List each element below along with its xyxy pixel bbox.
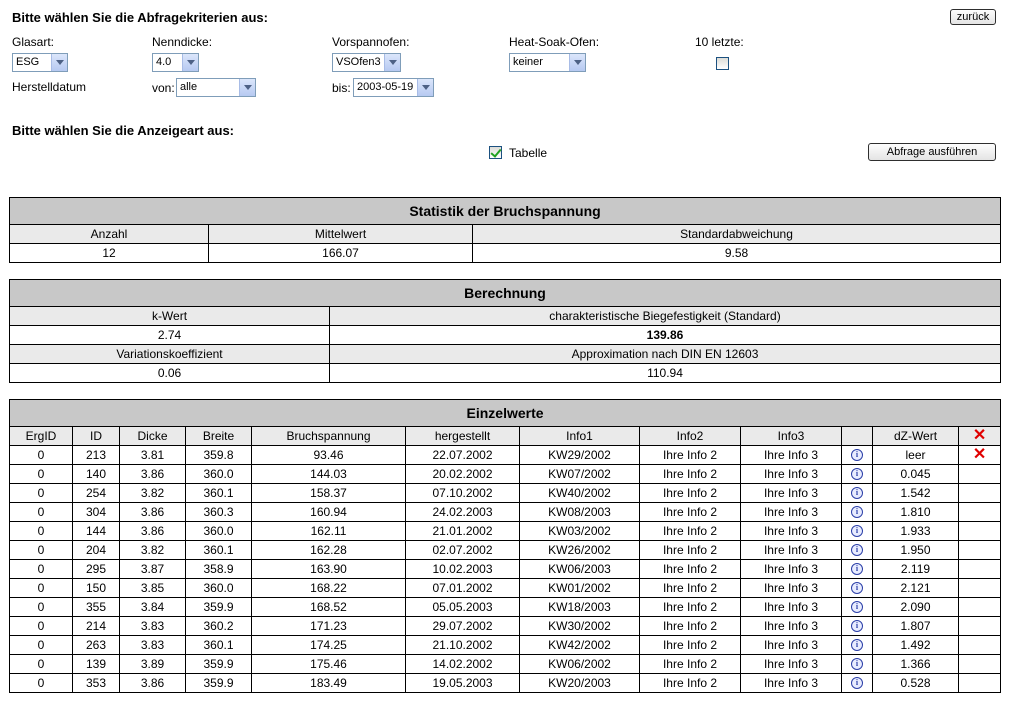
col-bruchspannung-header: Bruchspannung: [252, 427, 406, 446]
cell-dz-wert: 1.950: [873, 541, 959, 560]
cell-info2: Ihre Info 2: [640, 522, 741, 541]
cell-ergid: 0: [10, 636, 73, 655]
cell-delete: [959, 655, 1001, 674]
table-row: [10, 446, 1001, 465]
cell-id: 144: [73, 522, 120, 541]
cell-id: 214: [73, 617, 120, 636]
run-query-button[interactable]: Abfrage ausführen: [868, 143, 996, 161]
cell-info3: Ihre Info 3: [741, 636, 842, 655]
cell-breite: 360.0: [186, 579, 252, 598]
cell-bruchspannung: 168.52: [252, 598, 406, 617]
info-icon[interactable]: i: [851, 620, 863, 632]
cell-info1: KW18/2003: [520, 598, 640, 617]
herstelldatum-label: Herstelldatum: [12, 80, 87, 94]
glasart-value: ESG: [16, 56, 40, 68]
cell-hergestellt: 22.07.2002: [406, 446, 520, 465]
cell-info2: Ihre Info 2: [640, 598, 741, 617]
cell-ergid: 0: [10, 579, 73, 598]
info-icon[interactable]: i: [851, 449, 863, 461]
chevron-down-icon: [239, 79, 255, 96]
cell-info1: KW30/2002: [520, 617, 640, 636]
table-row: [10, 579, 1001, 598]
bis-label: bis:: [332, 81, 351, 95]
cell-delete: [959, 674, 1001, 693]
table-row: [10, 636, 1001, 655]
table-row: [10, 560, 1001, 579]
letzte-checkbox[interactable]: [716, 57, 729, 70]
cell-info2: Ihre Info 2: [640, 655, 741, 674]
anzahl-value: 12: [10, 244, 209, 263]
cell-id: 263: [73, 636, 120, 655]
cell-hergestellt: 02.07.2002: [406, 541, 520, 560]
table-row: [10, 541, 1001, 560]
table-row: [10, 503, 1001, 522]
cell-dicke: 3.83: [120, 617, 186, 636]
cell-info-icon: [842, 541, 873, 560]
cell-bruchspannung: 160.94: [252, 503, 406, 522]
k-wert-value: 2.74: [10, 326, 330, 345]
cell-breite: 358.9: [186, 560, 252, 579]
cell-delete: [959, 598, 1001, 617]
cell-dicke: 3.87: [120, 560, 186, 579]
table-row: [10, 465, 1001, 484]
cell-dz-wert: 0.045: [873, 465, 959, 484]
cell-dz-wert: 1.492: [873, 636, 959, 655]
cell-breite: 359.9: [186, 674, 252, 693]
cell-id: 213: [73, 446, 120, 465]
cell-info3: Ihre Info 3: [741, 465, 842, 484]
table-row: [10, 655, 1001, 674]
cell-info1: KW20/2003: [520, 674, 640, 693]
delete-icon[interactable]: ✕: [972, 445, 987, 463]
cell-id: 295: [73, 560, 120, 579]
info-icon[interactable]: i: [851, 544, 863, 556]
cell-bruchspannung: 158.37: [252, 484, 406, 503]
cell-info1: KW42/2002: [520, 636, 640, 655]
nenndicke-label: Nenndicke:: [152, 35, 213, 49]
variationskoeffizient-header: Variationskoeffizient: [10, 345, 330, 364]
cell-breite: 360.3: [186, 503, 252, 522]
cell-bruchspannung: 163.90: [252, 560, 406, 579]
cell-delete: [959, 446, 1001, 465]
cell-ergid: 0: [10, 503, 73, 522]
cell-bruchspannung: 174.25: [252, 636, 406, 655]
cell-info3: Ihre Info 3: [741, 484, 842, 503]
cell-dicke: 3.86: [120, 522, 186, 541]
cell-ergid: 0: [10, 446, 73, 465]
standardabweichung-header: Standardabweichung: [473, 225, 1001, 244]
cell-delete: [959, 484, 1001, 503]
von-label: von:: [152, 81, 175, 95]
info-icon[interactable]: i: [851, 506, 863, 518]
cell-info-icon: [842, 598, 873, 617]
cell-info3: Ihre Info 3: [741, 655, 842, 674]
cell-dicke: 3.85: [120, 579, 186, 598]
bis-select[interactable]: [353, 78, 434, 97]
cell-bruchspannung: 162.28: [252, 541, 406, 560]
cell-breite: 359.8: [186, 446, 252, 465]
cell-info2: Ihre Info 2: [640, 560, 741, 579]
approximation-value: 110.94: [330, 364, 1001, 383]
col-dicke-header: Dicke: [120, 427, 186, 446]
col-info3-header: Info3: [741, 427, 842, 446]
cell-id: 140: [73, 465, 120, 484]
cell-dz-wert: 1.810: [873, 503, 959, 522]
cell-id: 139: [73, 655, 120, 674]
cell-info-icon: [842, 579, 873, 598]
cell-dicke: 3.82: [120, 484, 186, 503]
cell-id: 204: [73, 541, 120, 560]
cell-bruchspannung: 168.22: [252, 579, 406, 598]
cell-ergid: 0: [10, 617, 73, 636]
heatsoak-label: Heat-Soak-Ofen:: [509, 35, 600, 49]
cell-info3: Ihre Info 3: [741, 617, 842, 636]
cell-breite: 360.0: [186, 522, 252, 541]
cell-bruchspannung: 171.23: [252, 617, 406, 636]
heatsoak-value: keiner: [513, 56, 543, 68]
cell-info1: KW06/2003: [520, 560, 640, 579]
info-icon[interactable]: i: [851, 582, 863, 594]
cell-delete: [959, 636, 1001, 655]
col-dz-wert-header: dZ-Wert: [873, 427, 959, 446]
cell-bruchspannung: 183.49: [252, 674, 406, 693]
vorspannofen-value: VSOfen3: [336, 56, 381, 68]
cell-info-icon: [842, 522, 873, 541]
bis-value: 2003-05-19: [357, 81, 414, 93]
cell-info-icon: [842, 617, 873, 636]
cell-info-icon: [842, 560, 873, 579]
cell-ergid: 0: [10, 560, 73, 579]
cell-info-icon: [842, 465, 873, 484]
cell-delete: [959, 560, 1001, 579]
col-info2-header: Info2: [640, 427, 741, 446]
table-row: [10, 617, 1001, 636]
cell-info2: Ihre Info 2: [640, 674, 741, 693]
cell-bruchspannung: 93.46: [252, 446, 406, 465]
cell-info-icon: [842, 655, 873, 674]
cell-info2: Ihre Info 2: [640, 617, 741, 636]
k-wert-header: k-Wert: [10, 307, 330, 326]
cell-delete: [959, 522, 1001, 541]
col-id-header: ID: [73, 427, 120, 446]
col-hergestellt-header: hergestellt: [406, 427, 520, 446]
von-value: alle: [180, 81, 198, 93]
chevron-down-icon: [569, 54, 585, 71]
cell-ergid: 0: [10, 598, 73, 617]
delete-all-icon[interactable]: ✕: [972, 426, 987, 444]
cell-info3: Ihre Info 3: [741, 522, 842, 541]
cell-dicke: 3.81: [120, 446, 186, 465]
cell-info3: Ihre Info 3: [741, 560, 842, 579]
cell-info-icon: [842, 674, 873, 693]
einzelwerte-title: Einzelwerte: [10, 400, 1001, 427]
glasart-label: Glasart:: [12, 35, 55, 49]
cell-dz-wert: 2.090: [873, 598, 959, 617]
cell-breite: 360.1: [186, 636, 252, 655]
cell-dicke: 3.83: [120, 636, 186, 655]
cell-ergid: 0: [10, 674, 73, 693]
cell-ergid: 0: [10, 484, 73, 503]
delete-all-cell: [959, 427, 1001, 446]
cell-info1: KW40/2002: [520, 484, 640, 503]
cell-info1: KW01/2002: [520, 579, 640, 598]
statistik-title: Statistik der Bruchspannung: [10, 198, 1001, 225]
berechnung-table: [9, 279, 1001, 383]
cell-info3: Ihre Info 3: [741, 541, 842, 560]
cell-dz-wert: 1.542: [873, 484, 959, 503]
back-button[interactable]: zurück: [950, 9, 996, 25]
cell-breite: 359.9: [186, 655, 252, 674]
cell-info1: KW29/2002: [520, 446, 640, 465]
cell-info1: KW26/2002: [520, 541, 640, 560]
anzahl-header: Anzahl: [10, 225, 209, 244]
cell-hergestellt: 14.02.2002: [406, 655, 520, 674]
cell-delete: [959, 541, 1001, 560]
tabelle-checkbox[interactable]: [489, 146, 502, 159]
char-biegefestigkeit-header: charakteristische Biegefestigkeit (Standard): [330, 307, 1001, 326]
cell-hergestellt: 21.01.2002: [406, 522, 520, 541]
cell-id: 254: [73, 484, 120, 503]
col-info-icon-header: [842, 427, 873, 446]
cell-info3: Ihre Info 3: [741, 503, 842, 522]
col-ergid-header: ErgID: [10, 427, 73, 446]
cell-breite: 360.1: [186, 541, 252, 560]
cell-info3: Ihre Info 3: [741, 446, 842, 465]
info-icon[interactable]: i: [851, 639, 863, 651]
cell-dz-wert: 1.807: [873, 617, 959, 636]
cell-info1: KW08/2003: [520, 503, 640, 522]
cell-hergestellt: 10.02.2003: [406, 560, 520, 579]
vorspannofen-select[interactable]: [332, 53, 401, 72]
cell-ergid: 0: [10, 655, 73, 674]
cell-dicke: 3.89: [120, 655, 186, 674]
cell-dz-wert: 2.119: [873, 560, 959, 579]
chevron-down-icon: [384, 54, 400, 71]
cell-delete: [959, 503, 1001, 522]
cell-hergestellt: 20.02.2002: [406, 465, 520, 484]
cell-info2: Ihre Info 2: [640, 636, 741, 655]
table-row: [10, 674, 1001, 693]
cell-delete: [959, 465, 1001, 484]
vorspannofen-label: Vorspannofen:: [332, 35, 410, 49]
cell-delete: [959, 579, 1001, 598]
cell-ergid: 0: [10, 465, 73, 484]
info-icon[interactable]: i: [851, 487, 863, 499]
cell-dz-wert: 1.933: [873, 522, 959, 541]
cell-breite: 360.0: [186, 465, 252, 484]
tabelle-label: Tabelle: [509, 146, 548, 160]
cell-hergestellt: 05.05.2003: [406, 598, 520, 617]
standardabweichung-value: 9.58: [473, 244, 1001, 263]
cell-info2: Ihre Info 2: [640, 484, 741, 503]
cell-bruchspannung: 162.11: [252, 522, 406, 541]
cell-dz-wert: 2.121: [873, 579, 959, 598]
cell-info-icon: [842, 446, 873, 465]
cell-ergid: 0: [10, 522, 73, 541]
table-row: [10, 598, 1001, 617]
col-breite-header: Breite: [186, 427, 252, 446]
cell-info3: Ihre Info 3: [741, 579, 842, 598]
cell-id: 150: [73, 579, 120, 598]
cell-bruchspannung: 175.46: [252, 655, 406, 674]
cell-dz-wert: 0.528: [873, 674, 959, 693]
statistik-table: [9, 197, 1001, 263]
cell-info2: Ihre Info 2: [640, 579, 741, 598]
info-icon[interactable]: i: [851, 468, 863, 480]
info-icon[interactable]: i: [851, 525, 863, 537]
table-row: [10, 484, 1001, 503]
nenndicke-select[interactable]: [152, 53, 199, 72]
cell-bruchspannung: 144.03: [252, 465, 406, 484]
table-row: [10, 522, 1001, 541]
chevron-down-icon: [182, 54, 198, 71]
einzelwerte-table: [9, 399, 1001, 693]
cell-hergestellt: 21.10.2002: [406, 636, 520, 655]
cell-info2: Ihre Info 2: [640, 446, 741, 465]
cell-info3: Ihre Info 3: [741, 674, 842, 693]
cell-id: 355: [73, 598, 120, 617]
info-icon[interactable]: i: [851, 677, 863, 689]
char-biegefestigkeit-value: 139.86: [330, 326, 1001, 345]
chevron-down-icon: [417, 79, 433, 96]
cell-info1: KW07/2002: [520, 465, 640, 484]
cell-info2: Ihre Info 2: [640, 503, 741, 522]
cell-ergid: 0: [10, 541, 73, 560]
cell-info1: KW03/2002: [520, 522, 640, 541]
criteria-heading: Bitte wählen Sie die Abfragekriterien aus:: [12, 10, 268, 25]
chevron-down-icon: [51, 54, 67, 71]
info-icon[interactable]: i: [851, 601, 863, 613]
col-info1-header: Info1: [520, 427, 640, 446]
nenndicke-value: 4.0: [156, 56, 172, 68]
cell-breite: 360.1: [186, 484, 252, 503]
cell-delete: [959, 617, 1001, 636]
cell-hergestellt: 07.10.2002: [406, 484, 520, 503]
cell-breite: 360.2: [186, 617, 252, 636]
cell-info-icon: [842, 636, 873, 655]
mittelwert-value: 166.07: [209, 244, 473, 263]
cell-hergestellt: 19.05.2003: [406, 674, 520, 693]
cell-hergestellt: 07.01.2002: [406, 579, 520, 598]
cell-dicke: 3.86: [120, 674, 186, 693]
display-heading: Bitte wählen Sie die Anzeigeart aus:: [12, 123, 235, 138]
heatsoak-select[interactable]: [509, 53, 586, 72]
mittelwert-header: Mittelwert: [209, 225, 473, 244]
cell-dicke: 3.82: [120, 541, 186, 560]
variationskoeffizient-value: 0.06: [10, 364, 330, 383]
cell-info2: Ihre Info 2: [640, 541, 741, 560]
cell-dicke: 3.86: [120, 465, 186, 484]
info-icon[interactable]: i: [851, 563, 863, 575]
cell-hergestellt: 29.07.2002: [406, 617, 520, 636]
cell-dz-wert: leer: [873, 446, 959, 465]
cell-info2: Ihre Info 2: [640, 465, 741, 484]
cell-info-icon: [842, 503, 873, 522]
cell-id: 353: [73, 674, 120, 693]
cell-id: 304: [73, 503, 120, 522]
glasart-select[interactable]: [12, 53, 68, 72]
info-icon[interactable]: i: [851, 658, 863, 670]
cell-info3: Ihre Info 3: [741, 598, 842, 617]
cell-dz-wert: 1.366: [873, 655, 959, 674]
approximation-header: Approximation nach DIN EN 12603: [330, 345, 1001, 364]
cell-breite: 359.9: [186, 598, 252, 617]
cell-dicke: 3.84: [120, 598, 186, 617]
von-select[interactable]: [176, 78, 256, 97]
cell-dicke: 3.86: [120, 503, 186, 522]
cell-info1: KW06/2002: [520, 655, 640, 674]
berechnung-title: Berechnung: [10, 280, 1001, 307]
cell-hergestellt: 24.02.2003: [406, 503, 520, 522]
cell-info-icon: [842, 484, 873, 503]
letzte-label: 10 letzte:: [695, 35, 744, 49]
